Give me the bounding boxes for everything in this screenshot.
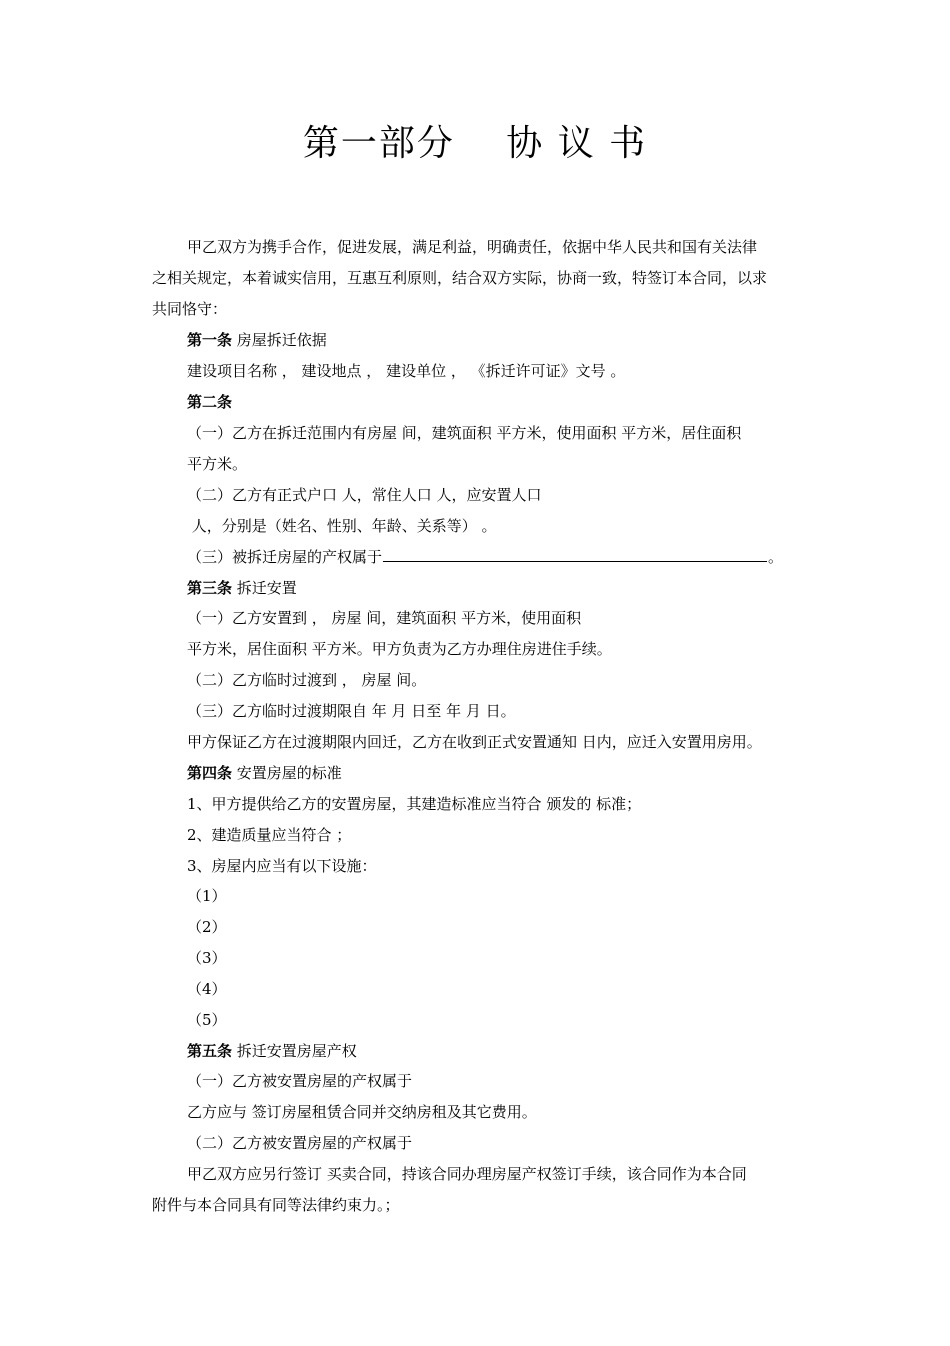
- article-2-p1a: （一）乙方在拆迁范围内有房屋 间，建筑面积 平方米，使用面积 平方米，居住面积: [187, 424, 742, 442]
- intro-line-2: 之相关规定，本着诚实信用，互惠互利原则，结合双方实际，协商一致，特签订本合同，以求: [152, 269, 768, 287]
- article-4-sub-5: （5）: [187, 1011, 227, 1029]
- article-4-sub-3: （3）: [187, 949, 227, 967]
- article-5-p2: 乙方应与 签订房屋租赁合同并交纳房租及其它费用。: [187, 1103, 537, 1121]
- article-4-header: [187, 762, 342, 784]
- article-4-title: 安置房屋的标准: [232, 764, 342, 782]
- article-5-p3: （二）乙方被安置房屋的产权属于: [187, 1134, 413, 1152]
- article-3-p4: 甲方保证乙方在过渡期限内回迁，乙方在收到正式安置通知 日内，应迁入安置用房用。: [187, 733, 762, 751]
- article-3-p2: （二）乙方临时过渡到 ， 房屋 间。: [187, 671, 427, 689]
- article-2-p3: [187, 546, 783, 568]
- article-3-p3: （三）乙方临时过渡期限自 年 月 日至 年 月 日。: [187, 702, 516, 720]
- article-5-p4b: 附件与本合同具有同等法律约束力。；: [152, 1196, 400, 1214]
- article-1-heading: 第一条: [187, 331, 233, 349]
- article-3-header: [187, 577, 297, 599]
- article-2-heading: 第二条: [187, 393, 233, 411]
- article-1-header: [187, 329, 327, 351]
- intro-line-1: 甲乙双方为携手合作，促进发展，满足利益，明确责任，依据中华人民共和国有关法律: [187, 238, 758, 256]
- article-3-p1a: （一）乙方安置到 ， 房屋 间，建筑面积 平方米，使用面积: [187, 609, 582, 627]
- article-4-sub-4: （4）: [187, 980, 227, 998]
- article-5-p1: （一）乙方被安置房屋的产权属于: [187, 1072, 413, 1090]
- article-2-p3-prefix: （三）被拆迁房屋的产权属于: [187, 548, 383, 566]
- article-2-p3-suffix: 。: [768, 548, 784, 566]
- article-4-heading: 第四条: [187, 764, 233, 782]
- article-3-title: 拆迁安置: [232, 579, 297, 597]
- article-2-p2b: 人，分别是（姓名、性别、年龄、关系等） 。: [187, 517, 497, 535]
- article-1-title: 房屋拆迁依据: [232, 331, 327, 349]
- article-4-sub-2: （2）: [187, 918, 227, 936]
- article-4-item-2: 2、建造质量应当符合 ；: [187, 826, 352, 844]
- article-4-sub-1: （1）: [187, 887, 227, 905]
- article-2-p2a: （二）乙方有正式户口 人，常住人口 人，应安置人口: [187, 486, 542, 504]
- article-3-heading: 第三条: [187, 579, 233, 597]
- article-1-body: 建设项目名称 ， 建设地点 ， 建设单位 ， 《拆迁许可证》文号 。: [187, 362, 626, 380]
- page-title: 第一部分 协 议 书: [302, 123, 648, 164]
- article-5-heading: 第五条: [187, 1042, 233, 1060]
- article-4-item-1: 1、甲方提供给乙方的安置房屋，其建造标准应当符合 颁发的 标准；: [187, 795, 642, 813]
- article-5-title: 拆迁安置房屋产权: [232, 1042, 357, 1060]
- article-5-header: [187, 1040, 357, 1062]
- article-2-p1b: 平方米。: [187, 455, 248, 473]
- article-4-item-3: 3、房屋内应当有以下设施：: [187, 857, 377, 875]
- article-5-p4a: 甲乙双方应另行签订 买卖合同，持该合同办理房屋产权签订手续，该合同作为本合同: [187, 1165, 747, 1183]
- article-3-p1b: 平方米，居住面积 平方米。甲方负责为乙方办理住房进住手续。: [187, 640, 612, 658]
- fill-in-blank-line: [383, 546, 767, 562]
- intro-line-3: 共同恪守：: [152, 300, 228, 318]
